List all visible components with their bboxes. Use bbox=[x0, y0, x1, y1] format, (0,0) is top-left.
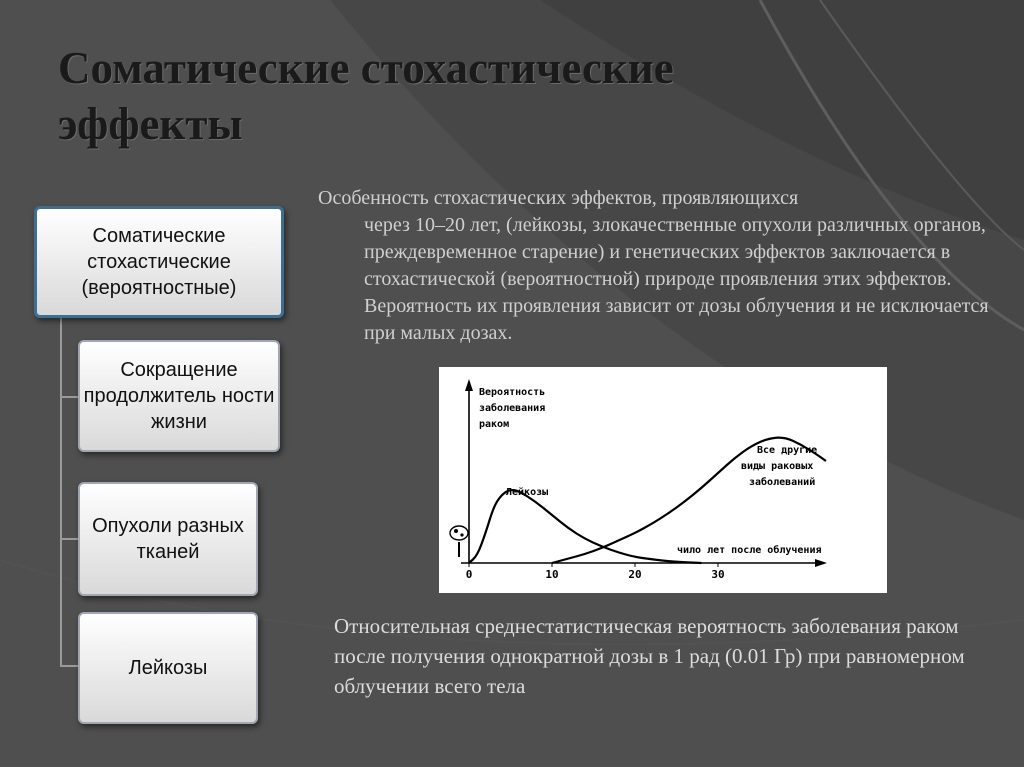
description-rest: через 10–20 лет, (лейкозы, злокачественные опухоли различных органов, преждевременное старение) и генетических эффектов заключается в стохастической (вероятностной) природе проявления этих эффектов. Вероятность их проявления зависит от дозы облучения и не исключается при малых дозах. bbox=[364, 214, 989, 344]
x-tick-label: 30 bbox=[711, 568, 725, 581]
tree-child-label: Лейкозы bbox=[128, 657, 208, 679]
tree-child-tumors bbox=[78, 482, 258, 596]
series-label-leukemia: Лейкозы bbox=[506, 487, 549, 498]
tree-root-label: Соматические стохастические (вероятностные) bbox=[81, 225, 237, 299]
description-paragraph bbox=[318, 185, 1018, 347]
tree-connector-vertical bbox=[60, 316, 62, 666]
tree-child-lifespan bbox=[78, 340, 280, 452]
slide-title: Соматические стохастические эффекты bbox=[58, 43, 674, 149]
tree-child-label: Опухоли разных тканей bbox=[92, 515, 244, 563]
explosion-icon bbox=[450, 526, 468, 557]
tree-child-leukemia bbox=[78, 612, 258, 724]
tree-connector-1 bbox=[60, 396, 78, 398]
probability-chart bbox=[439, 367, 887, 593]
description-first-line: Особенность стохастических эффектов, проявляющихся bbox=[318, 187, 799, 209]
series-line-leukemia bbox=[469, 490, 701, 563]
x-axis-label: чило лет после облучения bbox=[677, 545, 822, 556]
tree-connector-3 bbox=[60, 665, 78, 667]
series-label-other: Все другие виды раковых заболеваний bbox=[741, 445, 818, 488]
tree-connector-2 bbox=[60, 538, 78, 540]
x-tick-label: 0 bbox=[465, 568, 473, 581]
x-axis-arrow bbox=[815, 559, 827, 567]
x-tick-label: 20 bbox=[628, 568, 642, 581]
y-axis-arrow bbox=[465, 379, 473, 391]
y-axis-label: Вероятность заболевания раком bbox=[479, 387, 546, 430]
x-tick-label: 10 bbox=[545, 568, 559, 581]
tree-child-label: Сокращение продолжитель ности жизни bbox=[83, 359, 275, 433]
chart-caption: Относительная среднестатистическая вероятность заболевания раком после получения однократной дозы в 1 рад (0.01 Гр) при равномерном облучении всего тела bbox=[334, 614, 965, 698]
tree-root-box bbox=[34, 206, 284, 318]
chart-svg bbox=[439, 367, 887, 593]
